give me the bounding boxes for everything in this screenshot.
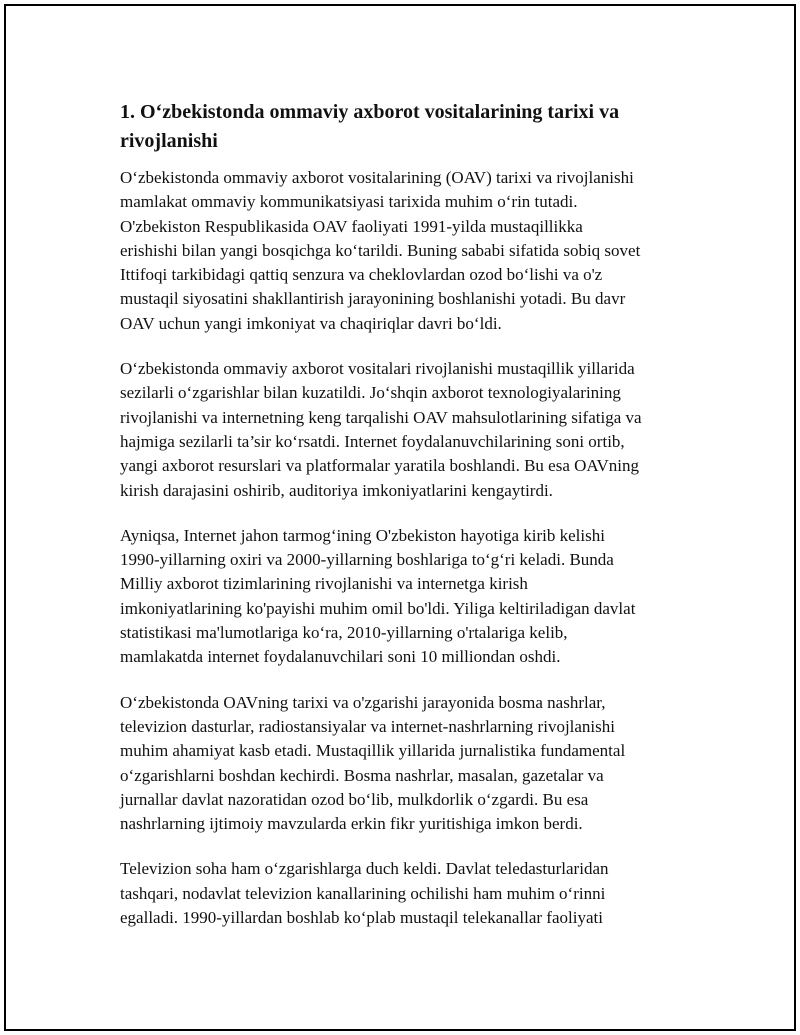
text-line: mamlakatda internet foydalanuvchilari soni 10 milliondan oshdi. [120,647,561,667]
text-line: statistikasi ma'lumotlariga ko‘ra, 2010-yillarning o'rtalariga kelib, [120,623,568,643]
text-line: Televizion soha ham o‘zgarishlarga duch keldi. Davlat teledasturlaridan [120,859,609,879]
text-line: rivojlanishi va internetning keng tarqalishi OAV mahsulotlarining sifatiga va [120,407,642,427]
section-heading [120,98,700,156]
text-line: egalladi. 1990-yillardan boshlab ko‘plab mustaqil telekanallar faoliyati [120,908,603,928]
text-line: o‘zgarishlarni boshdan kechirdi. Bosma nashrlar, masalan, gazetalar va [120,765,604,785]
text-line: Milliy axborot tizimlarining rivojlanishi va internetga kirish [120,574,528,594]
document-content [120,98,700,951]
paragraph-4 [120,691,700,837]
text-line: tashqari, nodavlat televizion kanallarining ochilishi ham muhim o‘rinni [120,883,606,903]
heading-line: rivojlanishi [120,130,218,152]
text-line: O'zbekiston Respublikasida OAV faoliyati 1991-yilda mustaqillikka [120,216,583,236]
heading-line: 1. O‘zbekistonda ommaviy axborot vositalarining tarixi va [120,101,620,123]
text-line: imkoniyatlarining ko'payishi muhim omil bo'ldi. Yiliga keltiriladigan davlat [120,598,636,618]
text-line: jurnallar davlat nazoratidan ozod bo‘lib, mulkdorlik o‘zgardi. Bu esa [120,789,589,809]
text-line: hajmiga sezilarli ta’sir ko‘rsatdi. Internet foydalanuvchilarining soni ortib, [120,431,625,451]
text-line: O‘zbekistonda ommaviy axborot vositalarining (OAV) tarixi va rivojlanishi [120,168,634,187]
paragraph-1 [120,166,700,336]
text-line: O‘zbekistonda ommaviy axborot vositalari rivojlanishi mustaqillik yillarida [120,359,635,379]
text-line: OAV uchun yangi imkoniyat va chaqiriqlar davri bo‘ldi. [120,313,502,333]
text-line: O‘zbekistonda OAVning tarixi va o'zgarishi jarayonida bosma nashrlar, [120,692,606,712]
text-line: muhim ahamiyat kasb etadi. Mustaqillik yillarida jurnalistika fundamental [120,741,626,761]
document-page [4,4,796,1031]
paragraph-5 [120,857,700,930]
paragraph-3 [120,524,700,670]
text-line: sezilarli o‘zgarishlar bilan kuzatildi. Jo‘shqin axborot texnologiyalarining [120,383,621,403]
text-line: erishishi bilan yangi bosqichga ko‘tarildi. Buning sababi sifatida sobiq sovet [120,240,641,260]
paragraph-2 [120,357,700,503]
text-line: nashrlarning ijtimoiy mavzularda erkin fikr yuritishiga imkon berdi. [120,814,583,834]
text-line: yangi axborot resurslari va platformalar yaratila boshlandi. Bu esa OAVning [120,456,639,476]
text-line: mustaqil siyosatini shakllantirish jarayonining boshlanishi yotadi. Bu davr [120,289,626,309]
text-line: Ittifoqi tarkibidagi qattiq senzura va cheklovlardan ozod bo‘lishi va o'z [120,265,603,285]
text-line: 1990-yillarning oxiri va 2000-yillarning boshlariga to‘g‘ri keladi. Bunda [120,550,614,570]
text-line: Ayniqsa, Internet jahon tarmog‘ining O'zbekiston hayotiga kirib kelishi [120,525,605,545]
text-line: mamlakat ommaviy kommunikatsiyasi tarixida muhim o‘rin tutadi. [120,192,578,212]
text-line: kirish darajasini oshirib, auditoriya imkoniyatlarini kengaytirdi. [120,480,553,500]
text-line: televizion dasturlar, radiostansiyalar va internet-nashrlarning rivojlanishi [120,716,615,736]
